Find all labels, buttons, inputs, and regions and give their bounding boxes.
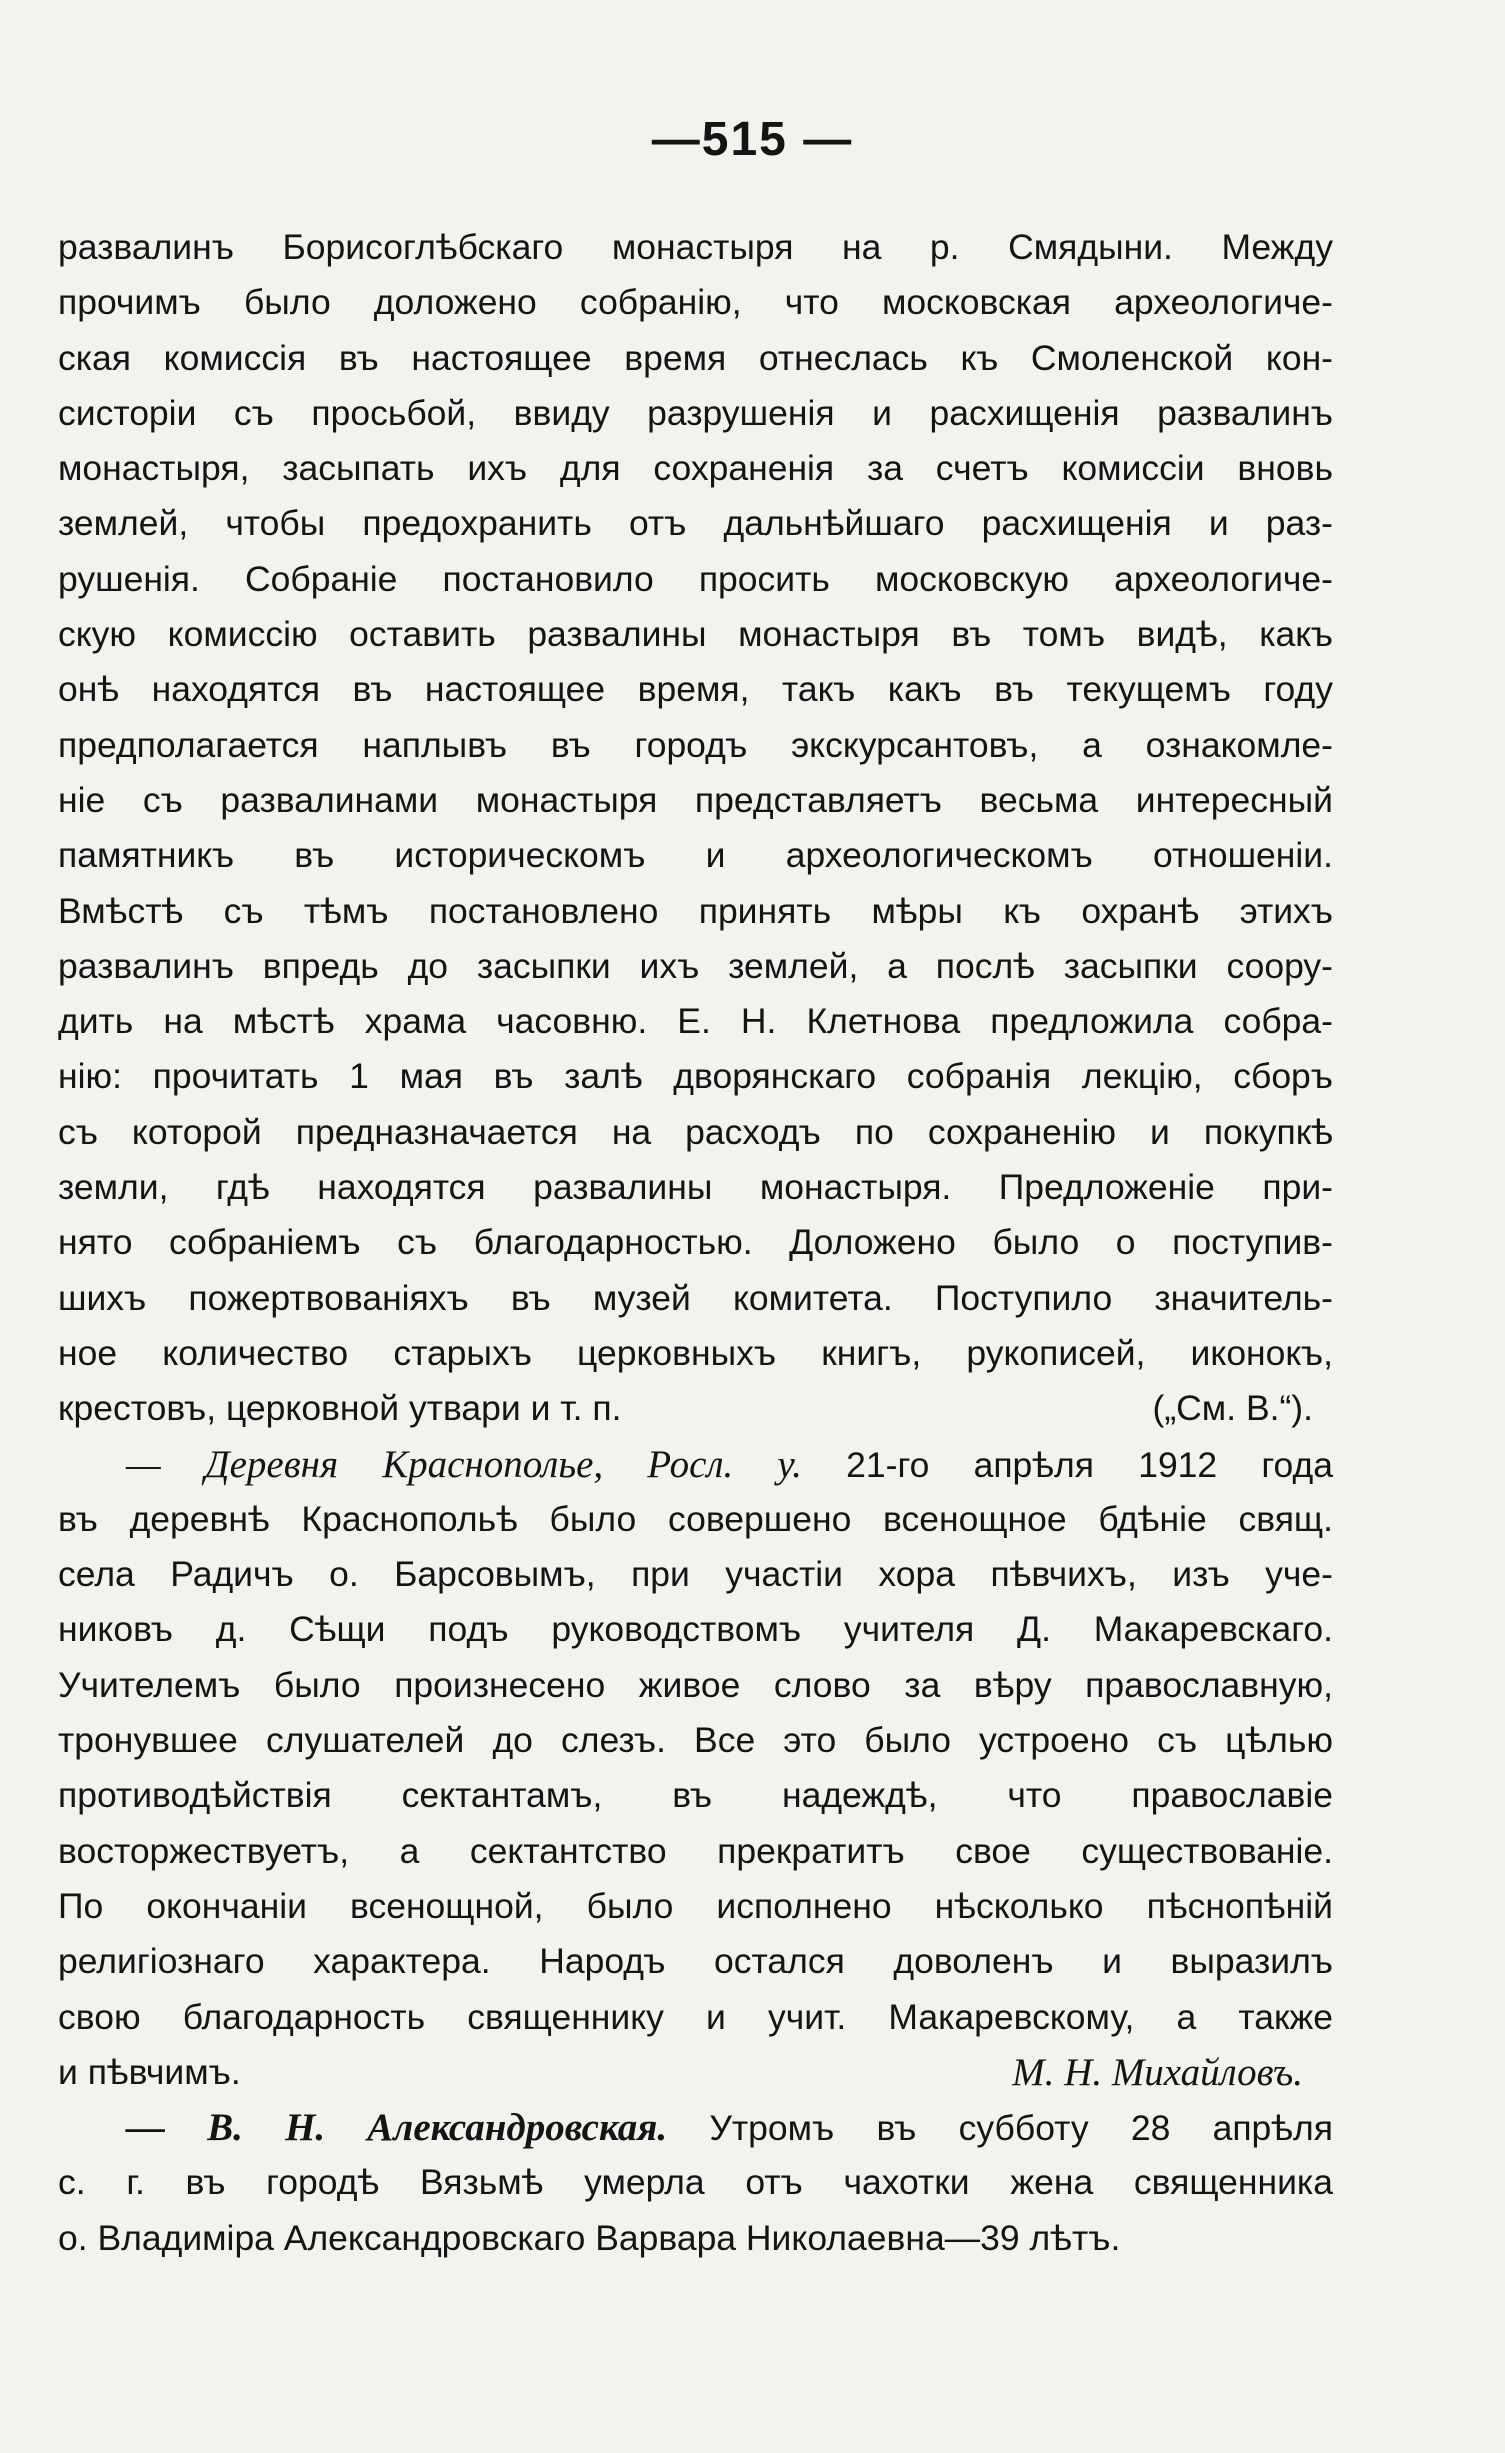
text-line: тронувшее слушателей до слезъ. Все это было устроено съ цѣлью [58, 1720, 1333, 1761]
paragraph-2-first-line [58, 1437, 1333, 1492]
source-citation: („См. В.“). [1152, 1388, 1313, 1429]
text-line: свою благодарность священнику и учит. Макаревскому, а также [58, 1996, 1333, 2037]
text-line: шихъ пожертвованіяхъ въ музей комитета. Поступило значитель- [58, 1277, 1333, 1318]
paragraph-2-last-line [58, 2045, 1333, 2100]
text-line: противодѣйствія сектантамъ, въ надеждѣ, что православіе [58, 1775, 1333, 1816]
text-line: развалинъ Борисоглѣбскаго монастыря на р. Смядыни. Между [58, 227, 1333, 267]
text-line: систоріи съ просьбой, ввиду разрушенія и расхищенія развалинъ [58, 392, 1333, 433]
paragraph-3-first-rest: Утромъ въ субботу 28 апрѣля [709, 2108, 1333, 2149]
signature: М. Н. Михайловъ. [1012, 2050, 1303, 2094]
text-line: онѣ находятся въ настоящее время, такъ какъ въ текущемъ году [58, 669, 1333, 710]
text-line: предполагается наплывъ въ городъ экскурсантовъ, а ознакомле- [58, 724, 1333, 765]
text-line: с. г. въ городѣ Вязьмѣ умерла отъ чахотки жена священника [58, 2162, 1333, 2203]
paragraph-1 [58, 220, 1333, 1381]
text-line: нято собраніемъ съ благодарностью. Доложено было о поступив- [58, 1222, 1333, 1263]
text-line: дить на мѣстѣ храма часовню. Е. Н. Клетнова предложила собра- [58, 1001, 1333, 1042]
text-line: съ которой предназначается на расходъ по сохраненію и покупкѣ [58, 1111, 1333, 1152]
text-line: Вмѣстѣ съ тѣмъ постановлено принять мѣры къ охранѣ этихъ [58, 890, 1333, 931]
body-text [58, 220, 1333, 2266]
text-line: памятникъ въ историческомъ и археологическомъ отношеніи. [58, 835, 1333, 876]
paragraph-2-last-text: и пѣвчимъ. [58, 2051, 241, 2092]
text-line: религіознаго характера. Народъ остался доволенъ и выразилъ [58, 1941, 1333, 1982]
text-line: ніе съ развалинами монастыря представляетъ весьма интересный [58, 779, 1333, 820]
text-line: никовъ д. Сѣщи подъ руководствомъ учителя Д. Макаревскаго. [58, 1609, 1333, 1650]
paragraph-2 [58, 1492, 1333, 2045]
text-line: восторжествуетъ, а сектантство прекратитъ свое существованіе. [58, 1830, 1333, 1871]
paragraph-1-last-line [58, 1381, 1333, 1436]
text-line: развалинъ впредь до засыпки ихъ землей, а послѣ засыпки соору- [58, 945, 1333, 986]
text-line: о. Владиміра Александровскаго Варвара Николаевна—39 лѣтъ. [58, 2217, 1121, 2258]
paragraph-3-heading: — В. Н. Александровская. [126, 2106, 668, 2150]
page-number: —515 — [651, 113, 854, 166]
text-line: земли, гдѣ находятся развалины монастыря. Предложеніе при- [58, 1167, 1333, 1208]
text-line: въ деревнѣ Краснопольѣ было совершено всенощное бдѣніе свящ. [58, 1498, 1333, 1539]
paragraph-3 [58, 2155, 1333, 2266]
text-line: рушенія. Собраніе постановило просить московскую археологиче- [58, 558, 1333, 599]
text-line: ное количество старыхъ церковныхъ книгъ, рукописей, иконокъ, [58, 1332, 1333, 1373]
text-line: Учителемъ было произнесено живое слово за вѣру православную, [58, 1664, 1333, 1705]
paragraph-3-first-line [58, 2100, 1333, 2155]
paragraph-2-first-rest: 21-го апрѣля 1912 года [846, 1444, 1333, 1485]
text-line: нію: прочитать 1 мая въ залѣ дворянскаго собранія лекцію, сборъ [58, 1056, 1333, 1097]
paragraph-1-last-text: крестовъ, церковной утвари и т. п. [58, 1388, 622, 1429]
text-line: ская комиссія въ настоящее время отнеслась къ Смоленской кон- [58, 337, 1333, 378]
text-line: прочимъ было доложено собранію, что московская археологиче- [58, 282, 1333, 323]
text-line: скую комиссію оставить развалины монастыря въ томъ видѣ, какъ [58, 614, 1333, 655]
text-line: По окончаніи всенощной, было исполнено нѣсколько пѣснопѣній [58, 1885, 1333, 1926]
text-line: села Радичъ о. Барсовымъ, при участіи хора пѣвчихъ, изъ уче- [58, 1554, 1333, 1595]
text-line: монастыря, засыпать ихъ для сохраненія за счетъ комиссіи вновь [58, 448, 1333, 489]
paragraph-2-heading: — Деревня Краснополье, Росл. у. [126, 1442, 802, 1486]
text-line: землей, чтобы предохранить отъ дальнѣйшаго расхищенія и раз- [58, 503, 1333, 544]
